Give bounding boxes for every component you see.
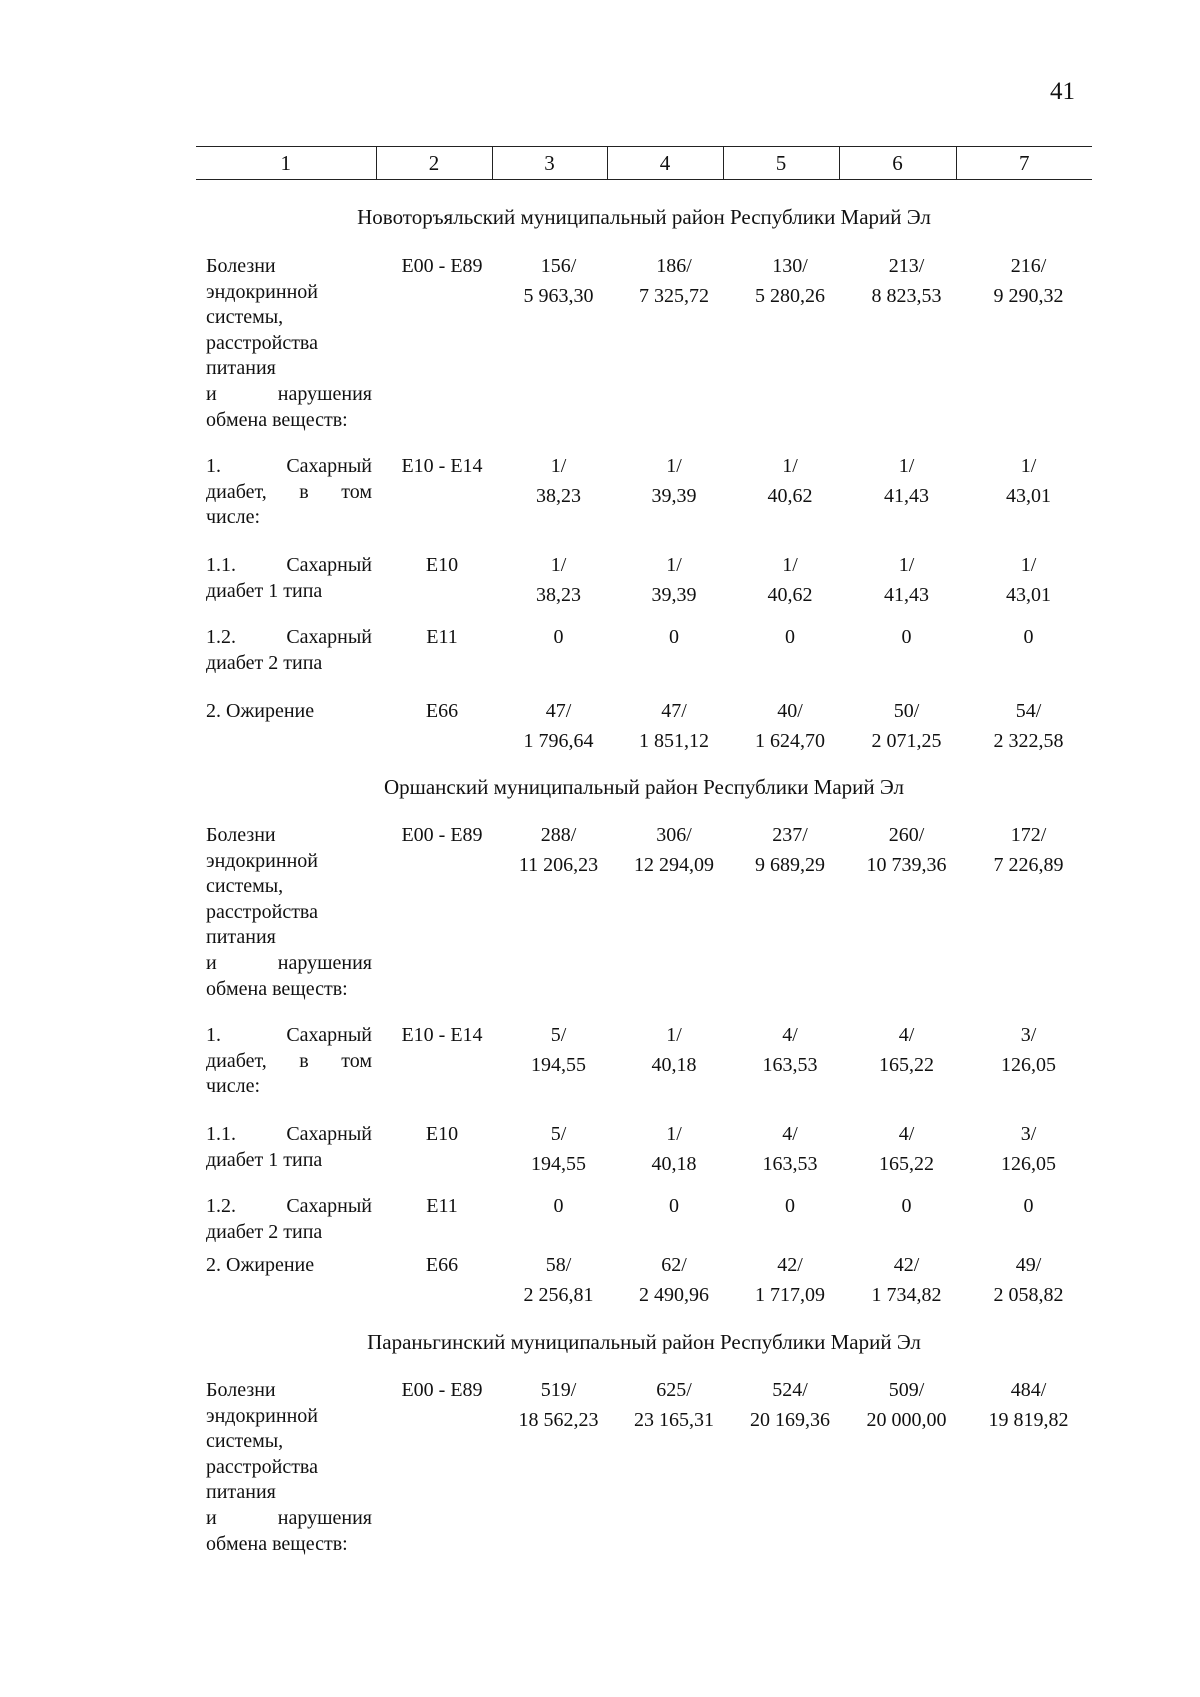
value-cell-col7	[965, 1253, 1092, 1308]
value-cell-col7	[965, 1194, 1092, 1224]
rate-value: 2 256,81	[523, 1283, 594, 1306]
value-cell-col6	[848, 1023, 965, 1078]
case-count: 62/	[661, 1254, 687, 1276]
case-count: 216/	[1010, 255, 1047, 277]
case-count: 0	[669, 1195, 679, 1217]
rate-value: 43,01	[1006, 484, 1051, 507]
rate-value: 1 734,82	[871, 1283, 942, 1306]
rate-value: 1 851,12	[639, 729, 709, 752]
value-cell-col6	[848, 1378, 965, 1433]
case-count: 288/	[540, 824, 577, 846]
row-disease-name	[206, 1023, 372, 1100]
case-count: 1/	[550, 455, 567, 477]
row-disease-name	[206, 1378, 372, 1557]
rate-value: 23 165,31	[634, 1408, 714, 1431]
case-count: 0	[1023, 1195, 1034, 1217]
case-count: 306/	[656, 824, 692, 846]
row-icd-code: E10 - E14	[401, 1024, 483, 1046]
value-cell-col4	[616, 454, 732, 509]
case-count: 4/	[782, 1123, 798, 1145]
value-cell-col6	[848, 625, 965, 655]
case-count: 1/	[666, 1123, 682, 1145]
value-cell-col5	[732, 823, 848, 878]
value-cell-col6	[848, 823, 965, 878]
disease-name-line: числе:	[206, 1075, 261, 1098]
case-count: 1/	[898, 455, 915, 477]
case-count: 42/	[777, 1254, 803, 1276]
rate-value: 40,62	[767, 583, 813, 606]
disease-name-line: диабет 2 типа	[206, 651, 323, 674]
rate-value: 11 206,23	[518, 853, 599, 876]
case-count: 172/	[1010, 824, 1047, 846]
value-cell-col6	[848, 553, 965, 608]
rate-value: 8 823,53	[871, 284, 942, 307]
section-title: Оршанский муниципальный район Республики Марий Эл	[384, 775, 904, 799]
row-disease-name	[206, 699, 372, 725]
value-cell-col3	[501, 553, 616, 608]
rate-value: 2 058,82	[993, 1283, 1064, 1306]
disease-name-line: диабет 1 типа	[206, 1148, 323, 1171]
disease-name-line: системы,	[206, 306, 284, 329]
disease-name-line: 1.1. Сахарный	[206, 1123, 372, 1145]
case-count: 3/	[1020, 1024, 1037, 1046]
value-cell-col5	[732, 1122, 848, 1177]
row-disease-name	[206, 254, 372, 433]
value-cell-col3	[501, 823, 616, 878]
case-count: 4/	[898, 1024, 915, 1046]
disease-name-line: числе:	[206, 506, 261, 529]
case-count: 0	[901, 1195, 912, 1217]
rate-value: 38,23	[536, 484, 581, 507]
case-count: 0	[785, 1195, 795, 1217]
value-cell-col7	[965, 1023, 1092, 1078]
disease-name-line: эндокринной	[206, 849, 318, 872]
rate-value: 12 294,09	[634, 853, 714, 876]
case-count: 524/	[772, 1379, 808, 1401]
disease-name-line: 1.1. Сахарный	[206, 554, 372, 576]
value-cell-col4	[616, 699, 732, 754]
row-disease-name	[206, 625, 372, 676]
value-cell-col4	[616, 625, 732, 655]
value-cell-col6	[848, 254, 965, 309]
case-count: 509/	[888, 1379, 925, 1401]
disease-name-line: 1. Сахарный	[206, 455, 372, 477]
case-count: 625/	[656, 1379, 692, 1401]
value-cell-col4	[616, 1378, 732, 1433]
rate-value: 165,22	[879, 1152, 934, 1175]
case-count: 130/	[772, 255, 808, 277]
case-count: 1/	[666, 554, 682, 576]
disease-name-line: обмена веществ:	[206, 977, 348, 1000]
row-disease-name	[206, 1253, 372, 1279]
rate-value: 39,39	[651, 583, 697, 606]
case-count: 54/	[1015, 700, 1042, 722]
value-cell-col5	[732, 1023, 848, 1078]
value-cell-col3	[501, 625, 616, 655]
case-count: 3/	[1020, 1123, 1037, 1145]
case-count: 1/	[782, 554, 798, 576]
rate-value: 7 325,72	[639, 284, 709, 307]
rate-value: 2 490,96	[639, 1283, 709, 1306]
case-count: 156/	[540, 255, 577, 277]
value-cell-col7	[965, 1122, 1092, 1177]
value-cell-col3	[501, 1378, 616, 1433]
row-disease-name	[206, 553, 372, 604]
column-header-4: 4	[607, 147, 723, 180]
case-count: 5/	[550, 1123, 567, 1145]
disease-name-line: диабет 1 типа	[206, 579, 323, 602]
disease-name-line: диабет, в том	[206, 1049, 372, 1072]
value-cell-col5	[732, 1378, 848, 1433]
column-header-2: 2	[376, 147, 492, 180]
rate-value: 1 796,64	[523, 729, 594, 752]
rate-value: 163,53	[762, 1152, 818, 1175]
column-header-1: 1	[280, 150, 291, 175]
value-cell-col4	[616, 553, 732, 608]
rate-value: 5 280,26	[755, 284, 825, 307]
case-count: 0	[901, 626, 912, 648]
rate-value: 7 226,89	[993, 853, 1064, 876]
value-cell-col7	[965, 254, 1092, 309]
row-icd-code: E11	[426, 1195, 458, 1217]
rate-value: 2 071,25	[871, 729, 942, 752]
value-cell-col5	[732, 699, 848, 754]
rate-value: 38,23	[536, 583, 581, 606]
case-count: 484/	[1010, 1379, 1047, 1401]
row-icd-code: E10	[425, 554, 459, 576]
value-cell-col4	[616, 1023, 732, 1078]
rate-value: 40,18	[651, 1152, 697, 1175]
value-cell-col3	[501, 454, 616, 509]
value-cell-col7	[965, 553, 1092, 608]
value-cell-col3	[501, 1194, 616, 1224]
value-cell-col5	[732, 254, 848, 309]
disease-name-line: 2. Ожирение	[206, 700, 315, 722]
case-count: 1/	[666, 455, 682, 477]
rate-value: 40,62	[767, 484, 813, 507]
disease-name-line: 2. Ожирение	[206, 1254, 315, 1276]
rate-value: 20 000,00	[866, 1408, 947, 1431]
value-cell-col4	[616, 254, 732, 309]
value-cell-col5	[732, 1253, 848, 1308]
rate-value: 10 739,36	[866, 853, 947, 876]
case-count: 0	[785, 626, 795, 648]
row-icd-code: E00 - E89	[401, 255, 483, 277]
rate-value: 126,05	[1001, 1053, 1056, 1076]
rate-value: 1 717,09	[755, 1283, 825, 1306]
case-count: 0	[1023, 626, 1034, 648]
case-count: 519/	[540, 1379, 577, 1401]
value-cell-col4	[616, 823, 732, 878]
rate-value: 9 689,29	[755, 853, 825, 876]
rate-value: 41,43	[884, 583, 929, 606]
disease-name-line: 1.2. Сахарный	[206, 1195, 372, 1217]
disease-name-line: питания	[206, 1481, 276, 1504]
case-count: 260/	[888, 824, 925, 846]
case-count: 42/	[893, 1254, 920, 1276]
row-icd-code: E10	[425, 1123, 459, 1145]
disease-name-line: системы,	[206, 875, 284, 898]
case-count: 4/	[782, 1024, 798, 1046]
rate-value: 41,43	[884, 484, 929, 507]
rate-value: 126,05	[1001, 1152, 1056, 1175]
rate-value: 165,22	[879, 1053, 934, 1076]
column-number-header	[196, 146, 1092, 180]
value-cell-col4	[616, 1253, 732, 1308]
row-icd-code: E00 - E89	[401, 1379, 483, 1401]
disease-name-line: системы,	[206, 1430, 284, 1453]
column-header-3: 3	[492, 147, 607, 180]
value-cell-col6	[848, 1194, 965, 1224]
case-count: 237/	[772, 824, 808, 846]
row-disease-name	[206, 454, 372, 531]
value-cell-col5	[732, 553, 848, 608]
value-cell-col6	[848, 1122, 965, 1177]
value-cell-col6	[848, 1253, 965, 1308]
value-cell-col3	[501, 1023, 616, 1078]
section-title: Параньгинский муниципальный район Республики Марий Эл	[367, 1330, 921, 1354]
case-count: 1/	[666, 1024, 682, 1046]
disease-name-line: эндокринной	[206, 280, 318, 303]
case-count: 5/	[550, 1024, 567, 1046]
value-cell-col5	[732, 1194, 848, 1224]
case-count: 1/	[1020, 455, 1037, 477]
rate-value: 1 624,70	[755, 729, 825, 752]
disease-name-line: Болезни	[206, 255, 276, 277]
rate-value: 9 290,32	[993, 284, 1064, 307]
value-cell-col6	[848, 699, 965, 754]
case-count: 1/	[550, 554, 567, 576]
value-cell-col7	[965, 625, 1092, 655]
row-icd-code: E10 - E14	[401, 455, 483, 477]
rate-value: 39,39	[651, 484, 697, 507]
case-count: 0	[669, 626, 679, 648]
value-cell-col3	[501, 254, 616, 309]
case-count: 49/	[1015, 1254, 1042, 1276]
column-header-6: 6	[839, 147, 956, 180]
row-icd-code: E66	[425, 1254, 459, 1276]
rate-value: 163,53	[762, 1053, 818, 1076]
case-count: 4/	[898, 1123, 915, 1145]
disease-name-line: питания	[206, 926, 276, 949]
disease-name-line: Болезни	[206, 824, 276, 846]
disease-name-line: диабет, в том	[206, 480, 372, 503]
value-cell-col5	[732, 625, 848, 655]
rate-value: 194,55	[531, 1053, 586, 1076]
rate-value: 194,55	[531, 1152, 586, 1175]
case-count: 50/	[893, 700, 920, 722]
value-cell-col3	[501, 1122, 616, 1177]
value-cell-col4	[616, 1194, 732, 1224]
case-count: 1/	[782, 455, 798, 477]
disease-name-line: расстройства	[206, 1455, 318, 1478]
disease-name-line: расстройства	[206, 331, 318, 354]
disease-name-line: 1.2. Сахарный	[206, 626, 372, 648]
disease-name-line: и нарушения	[206, 951, 372, 974]
case-count: 40/	[777, 700, 803, 722]
rate-value: 18 562,23	[518, 1408, 599, 1431]
case-count: 1/	[898, 554, 915, 576]
section-title: Новоторъяльский муниципальный район Республики Марий Эл	[357, 205, 931, 229]
disease-name-line: Болезни	[206, 1379, 276, 1401]
case-count: 58/	[545, 1254, 572, 1276]
case-count: 47/	[545, 700, 572, 722]
column-header-5: 5	[723, 147, 839, 180]
value-cell-col3	[501, 699, 616, 754]
case-count: 1/	[1020, 554, 1037, 576]
row-disease-name	[206, 1122, 372, 1173]
case-count: 47/	[661, 700, 687, 722]
rate-value: 19 819,82	[988, 1408, 1069, 1431]
rate-value: 5 963,30	[523, 284, 594, 307]
rate-value: 43,01	[1006, 583, 1051, 606]
case-count: 186/	[656, 255, 692, 277]
value-cell-col5	[732, 454, 848, 509]
value-cell-col7	[965, 1378, 1092, 1433]
case-count: 213/	[888, 255, 925, 277]
case-count: 0	[553, 626, 564, 648]
disease-name-line: расстройства	[206, 900, 318, 923]
disease-name-line: и нарушения	[206, 382, 372, 405]
value-cell-col7	[965, 454, 1092, 509]
disease-name-line: диабет 2 типа	[206, 1220, 323, 1243]
disease-name-line: и нарушения	[206, 1506, 372, 1529]
column-header-7: 7	[956, 147, 1092, 180]
disease-name-line: 1. Сахарный	[206, 1024, 372, 1046]
disease-name-line: питания	[206, 357, 276, 380]
rate-value: 40,18	[651, 1053, 697, 1076]
rate-value: 2 322,58	[993, 729, 1064, 752]
disease-name-line: обмена веществ:	[206, 408, 348, 431]
value-cell-col6	[848, 454, 965, 509]
disease-name-line: эндокринной	[206, 1404, 318, 1427]
value-cell-col3	[501, 1253, 616, 1308]
row-icd-code: E66	[425, 700, 459, 722]
page-number: 41	[1050, 78, 1075, 105]
row-icd-code: E00 - E89	[401, 824, 483, 846]
rate-value: 20 169,36	[750, 1408, 830, 1431]
row-disease-name	[206, 1194, 372, 1245]
row-icd-code: E11	[426, 626, 458, 648]
case-count: 0	[553, 1195, 564, 1217]
row-disease-name	[206, 823, 372, 1002]
disease-name-line: обмена веществ:	[206, 1532, 348, 1555]
value-cell-col7	[965, 823, 1092, 878]
value-cell-col4	[616, 1122, 732, 1177]
value-cell-col7	[965, 699, 1092, 754]
